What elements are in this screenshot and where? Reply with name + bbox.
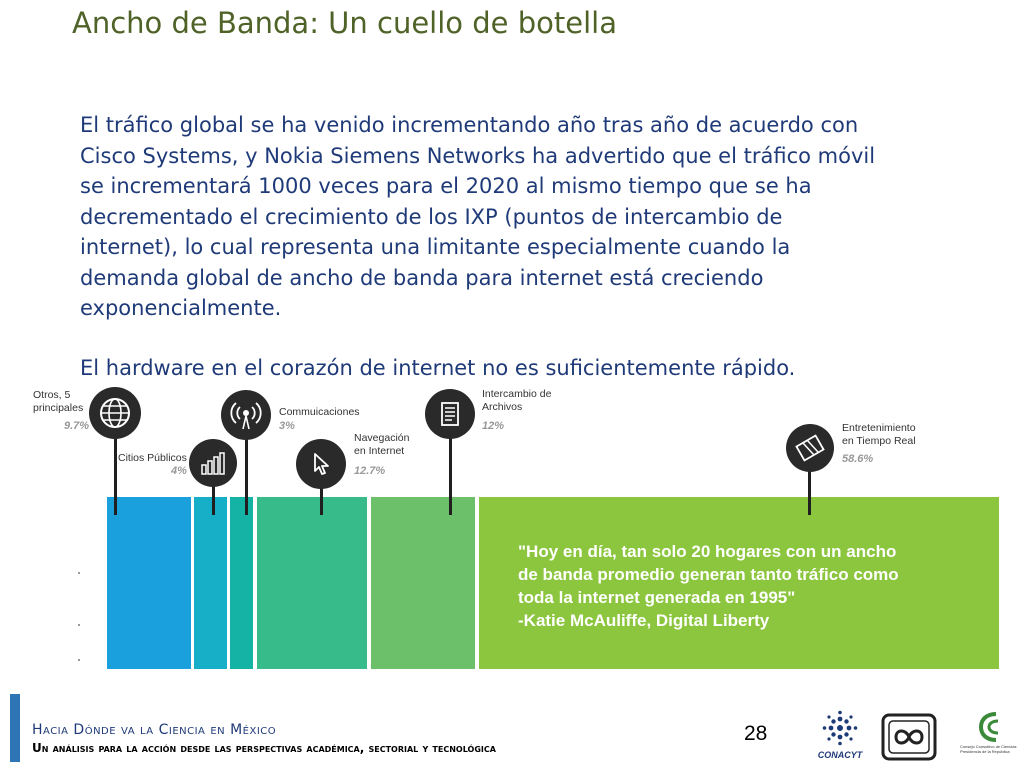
label-comunicaciones: Commuicaciones (279, 406, 360, 418)
tick-mark (78, 659, 80, 661)
bar-chart-icon (189, 439, 237, 487)
segment-navegacion (257, 497, 367, 669)
category-label: en Internet (354, 445, 405, 457)
footer-accent-bar (10, 694, 20, 762)
conacyt-logo (812, 710, 868, 766)
consejo-logo-text: Consejo Consultivo de Ciencias (960, 744, 1017, 749)
body-paragraph (80, 110, 880, 324)
pin-stem (808, 465, 811, 515)
tick-mark (78, 624, 80, 626)
segment-intercambio (371, 497, 475, 669)
label-entretenimiento (842, 422, 916, 448)
quote-text (518, 540, 988, 632)
film-icon (786, 424, 834, 472)
quote-line: de banda promedio generan tanto tráfico como (518, 565, 899, 584)
pct-intercambio: 12% (482, 420, 505, 432)
category-label: Intercambio de (482, 388, 552, 400)
category-label: en Tiempo Real (842, 435, 916, 447)
paragraph-line: Cisco Systems, y Nokia Siemens Networks ha advertido que el tráfico móvil (80, 143, 876, 168)
consejo-logo-text-2: Presidencia de la República (960, 749, 1010, 754)
label-intercambio (482, 388, 551, 414)
quote-line: toda la internet generada en 1995" (518, 588, 796, 607)
footer-title: Hacia Dónde va la Ciencia en México (32, 722, 277, 738)
segment-otros (107, 497, 191, 669)
globe-icon (89, 387, 141, 439)
paragraph-line: El tráfico global se ha venido incrementando año tras año de acuerdo con (80, 113, 859, 137)
pin-stem (114, 430, 117, 515)
broadcast-icon (221, 390, 271, 440)
tick-mark (78, 572, 80, 574)
segment-citios-publicos (194, 497, 227, 669)
label-navegacion (354, 432, 409, 458)
category-label: Archivos (482, 401, 523, 413)
category-label: Navegación (354, 432, 410, 444)
cursor-icon (296, 439, 346, 489)
document-icon (425, 389, 475, 439)
hardware-statement: El hardware en el corazón de internet no es suficientemente rápido. (80, 356, 796, 378)
pct-comunicaciones: 3% (279, 420, 295, 432)
pin-stem (449, 430, 452, 515)
paragraph-line: exponencialmente. (80, 296, 282, 320)
pin-stem (245, 430, 248, 515)
pct-citios-publicos: 4% (171, 465, 187, 477)
pct-navegacion: 12.7% (354, 465, 386, 477)
paragraph-line: decrementado el crecimiento de los IXP (puntos de intercambio de (80, 204, 783, 229)
slide-title: Ancho de Banda: Un cuello de botella (72, 6, 617, 40)
quote-line: -Katie McAuliffe, Digital Liberty (518, 611, 770, 630)
paragraph-line: demanda global de ancho de banda para internet está creciendo (80, 265, 764, 290)
paragraph-line: se incrementará 1000 veces para el 2020 al mismo tiempo que se ha (80, 174, 812, 198)
pct-entretenimiento: 58.6% (842, 453, 874, 465)
footer-subtitle: Un análisis para la acción desde las perspectivas académica, sectorial y tecnológica (32, 741, 496, 755)
category-label: Otros, 5 (33, 389, 71, 401)
academia-logo (880, 712, 938, 762)
pct-otros: 9.7% (64, 420, 90, 432)
label-otros (33, 389, 83, 415)
conacyt-logo-text: CONACYT (817, 750, 863, 760)
quote-line: "Hoy en día, tan solo 20 hogares con un ancho (518, 542, 897, 561)
category-label: Entretenimiento (842, 422, 916, 434)
paragraph-line: internet), lo cual representa una limitante especialmente cuando la (80, 235, 791, 259)
label-citios-publicos: Citios Públicos (118, 452, 187, 464)
page-number: 28 (744, 722, 768, 745)
category-label: principales (33, 402, 84, 414)
segment-comunicaciones (230, 497, 253, 669)
consejo-consultivo-logo (960, 710, 1020, 766)
